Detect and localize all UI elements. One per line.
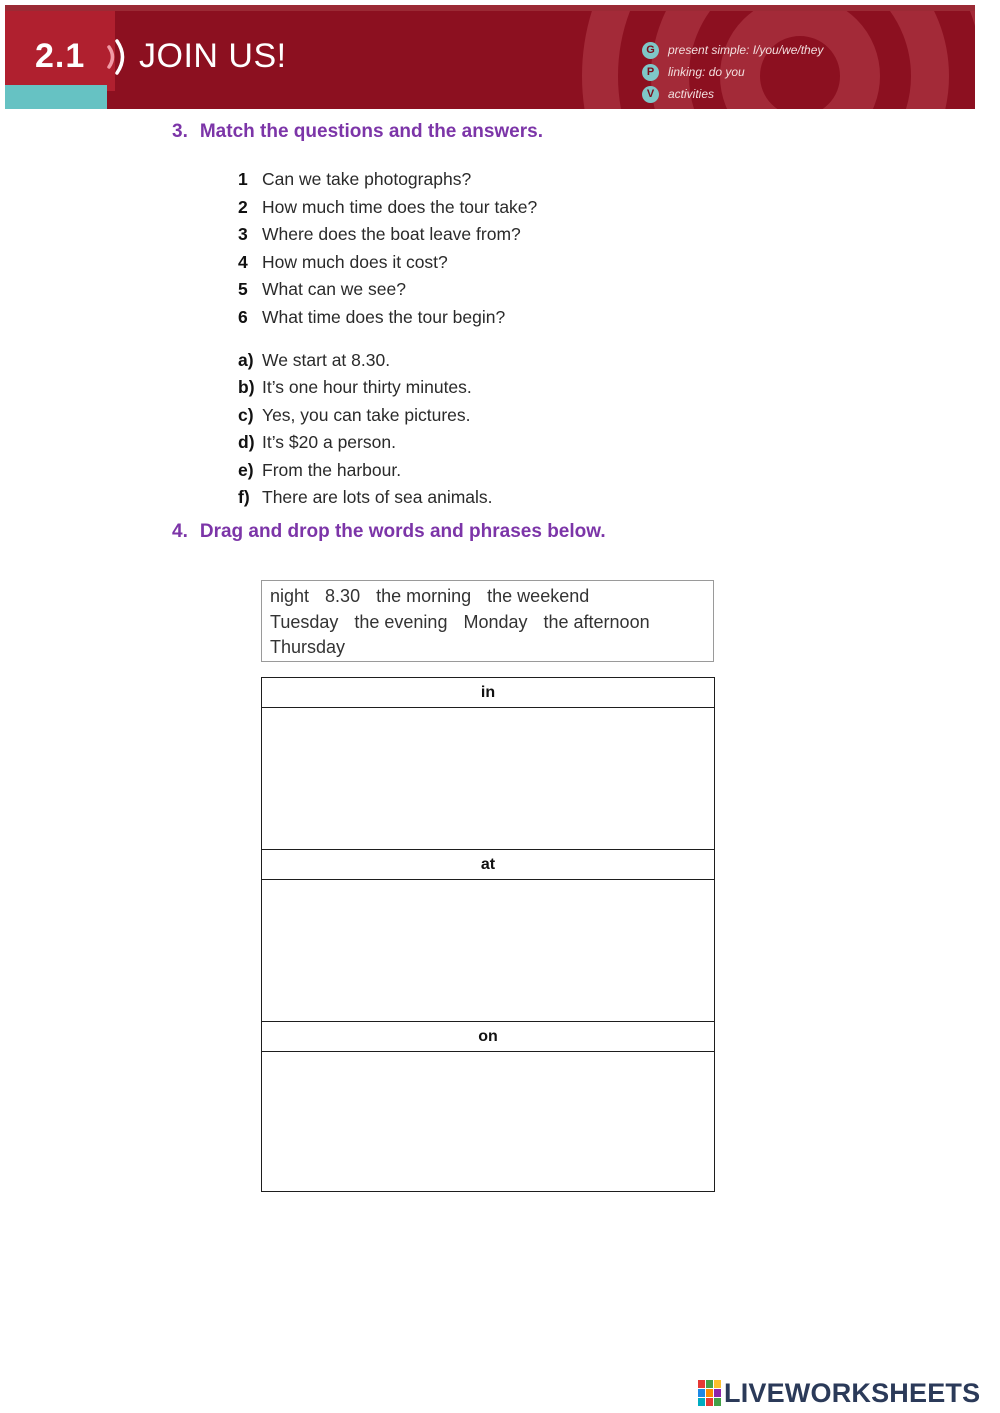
answer-letter: c) [238,404,254,425]
question-item [238,249,537,277]
answer-letter: e) [238,459,254,480]
answer-item [238,402,493,429]
exercise-3-instruction: Match the questions and the answers. [199,121,543,142]
answer-text: From the harbour. [262,459,402,480]
question-number: 3 [238,224,248,245]
questions-list [238,166,537,332]
drop-zone-on[interactable] [262,1052,715,1192]
draggable-word[interactable]: Tuesday [270,611,339,632]
drop-zone-at[interactable] [262,880,715,1022]
answer-text: It’s one hour thirty minutes. [262,377,472,398]
grammar-badge-icon: G [642,42,659,59]
answer-letter: b) [238,377,255,398]
answer-letter: a) [238,350,254,370]
draggable-word[interactable]: night [270,586,310,606]
answer-item [238,347,493,374]
grammar-tags [642,39,823,105]
answer-item [238,457,493,484]
question-item [238,194,537,222]
draggable-word[interactable]: Thursday [270,637,346,657]
question-number: 4 [238,251,248,272]
draggable-word[interactable]: Monday [463,611,528,632]
unit-title: JOIN US! [139,37,287,75]
word-bank-row [270,610,713,636]
unit-banner [5,5,975,109]
exercise-3-number: 3. [172,121,188,142]
tag-grammar-text: present simple: I/you/we/they [668,43,824,57]
question-text: Where does the boat leave from? [262,224,521,245]
question-text: What time does the tour begin? [262,306,506,327]
answer-item [238,429,493,456]
liveworksheets-logo [698,1378,980,1409]
word-bank-row [270,635,713,661]
liveworksheets-wordmark: LIVEWORKSHEETS [724,1378,981,1408]
question-item [238,276,537,304]
answer-text: There are lots of sea animals. [262,486,493,507]
question-text: What can we see? [262,279,406,300]
category-header-on: on [262,1022,715,1052]
vocabulary-badge-icon: V [642,86,659,103]
question-item [238,304,537,332]
tag-pronunciation [642,61,823,83]
question-number: 2 [238,196,248,217]
draggable-word[interactable]: the morning [376,586,472,606]
pronunciation-badge-icon: P [642,64,659,81]
unit-number: 2.1 [35,37,86,75]
draggable-word[interactable]: the evening [354,611,448,632]
word-bank [261,580,714,662]
answer-item [238,374,493,401]
answer-text: Yes, you can take pictures. [262,404,471,425]
liveworksheets-grid-icon [698,1380,722,1408]
draggable-word[interactable]: the weekend [487,586,590,606]
question-item [238,221,537,249]
question-item [238,166,537,194]
question-text: How much time does the tour take? [262,196,538,217]
exercise-4-number: 4. [172,521,188,542]
question-number: 6 [238,306,248,327]
preposition-drop-table [261,677,715,1192]
exercise-3-heading [172,121,543,143]
category-header-at: at [262,850,715,880]
tag-vocabulary-text: activities [668,87,715,101]
exercise-4-heading [172,521,606,543]
drop-zone-in[interactable] [262,708,715,850]
question-number: 5 [238,279,248,300]
tag-grammar [642,39,823,61]
exercise-4-instruction: Drag and drop the words and phrases below. [199,521,606,542]
word-bank-row [270,584,713,610]
draggable-word[interactable]: 8.30 [325,586,361,606]
tag-vocabulary [642,83,823,105]
answer-letter: d) [238,432,255,453]
category-header-in: in [262,678,715,708]
answers-list [238,347,493,511]
answer-item [238,484,493,511]
sound-waves-icon [105,37,131,77]
answer-text: We start at 8.30. [262,350,391,370]
tag-pronunciation-text: linking: do you [668,65,745,79]
draggable-word[interactable]: the afternoon [543,611,650,632]
answer-text: It’s $20 a person. [262,432,396,453]
question-number: 1 [238,169,248,189]
answer-letter: f) [238,486,250,507]
question-text: Can we take photographs? [262,169,472,189]
banner-teal-strip [5,85,107,109]
question-text: How much does it cost? [262,251,448,272]
